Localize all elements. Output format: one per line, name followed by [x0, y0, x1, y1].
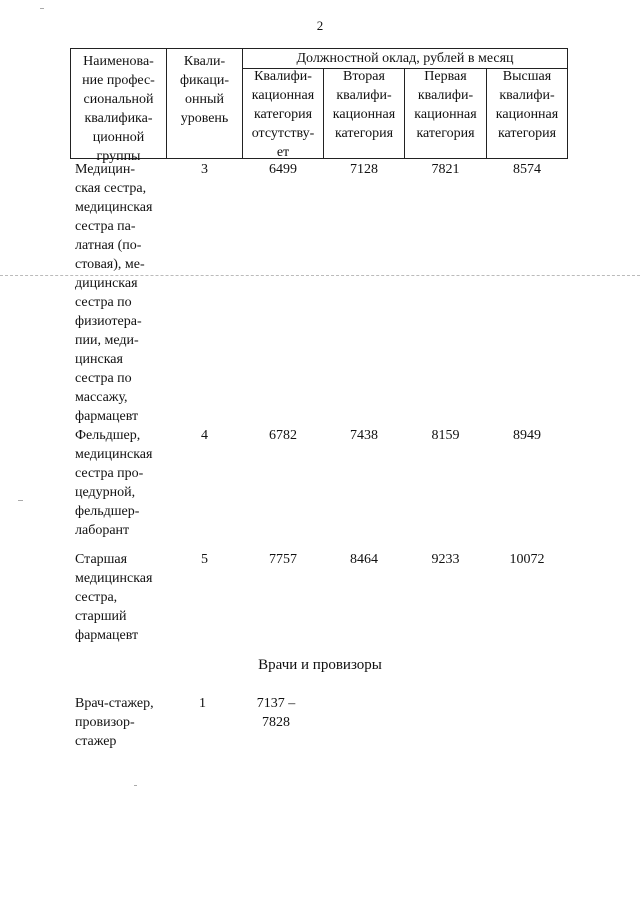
row2-level: 4	[201, 428, 208, 443]
page-number: 2	[316, 18, 324, 33]
row1-second: 7128	[350, 162, 378, 177]
header-first-category: Первая квалифи- кационная категория	[414, 69, 477, 141]
section-row1-name: Врач-стажер, провизор- стажер	[75, 696, 154, 749]
row3-level: 5	[201, 552, 208, 567]
row3-highest: 10072	[509, 552, 545, 567]
table-border-right	[567, 48, 568, 159]
row3-second: 8464	[350, 552, 378, 567]
section-row1-no-category: 7137 – 7828	[256, 696, 296, 730]
row1-name: Медицин- ская сестра, медицинская сестра па- латная (по- стовая), ме- дицинская сестра по физиотера- пии, меди- цинская сестра по массажу, фармацевт	[75, 162, 153, 424]
row2-second: 7438	[350, 428, 378, 443]
row2-first: 8159	[431, 428, 460, 443]
row3-name: Старшая медицинская сестра, старший фармацевт	[75, 552, 153, 643]
row1-first: 7821	[431, 162, 460, 177]
row2-no-category: 6782	[269, 428, 297, 443]
row3-first: 9233	[431, 552, 460, 567]
salary-table-header	[70, 48, 568, 164]
header-group: Наименова- ние профес- сиональной квалифика- ционной группы	[82, 54, 155, 164]
scan-artifact-line	[0, 275, 640, 276]
header-highest-category: Высшая квалифи- кационная категория	[495, 69, 559, 141]
header-second-category: Вторая квалифи- кационная категория	[332, 69, 396, 141]
row2-highest: 8949	[513, 428, 541, 443]
header-no-category: Квалифи- кационная категория отсутству- ет	[251, 69, 315, 160]
row1-level: 3	[201, 162, 208, 177]
row3-no-category: 7757	[269, 552, 297, 567]
row1-no-category: 6499	[269, 162, 297, 177]
row1-highest: 8574	[513, 162, 541, 177]
row2-name: Фельдшер, медицинская сестра про- цедурной, фельдшер- лаборант	[75, 428, 153, 538]
scan-speck	[40, 8, 44, 9]
scan-speck	[18, 500, 23, 501]
section-row1-level: 1	[199, 696, 206, 711]
scan-speck	[134, 785, 137, 786]
header-level: Квали- фикаци- онный уровень	[179, 54, 229, 126]
section-title: Врачи и провизоры	[258, 657, 382, 673]
header-salary: Должностной оклад, рублей в месяц	[296, 51, 514, 66]
